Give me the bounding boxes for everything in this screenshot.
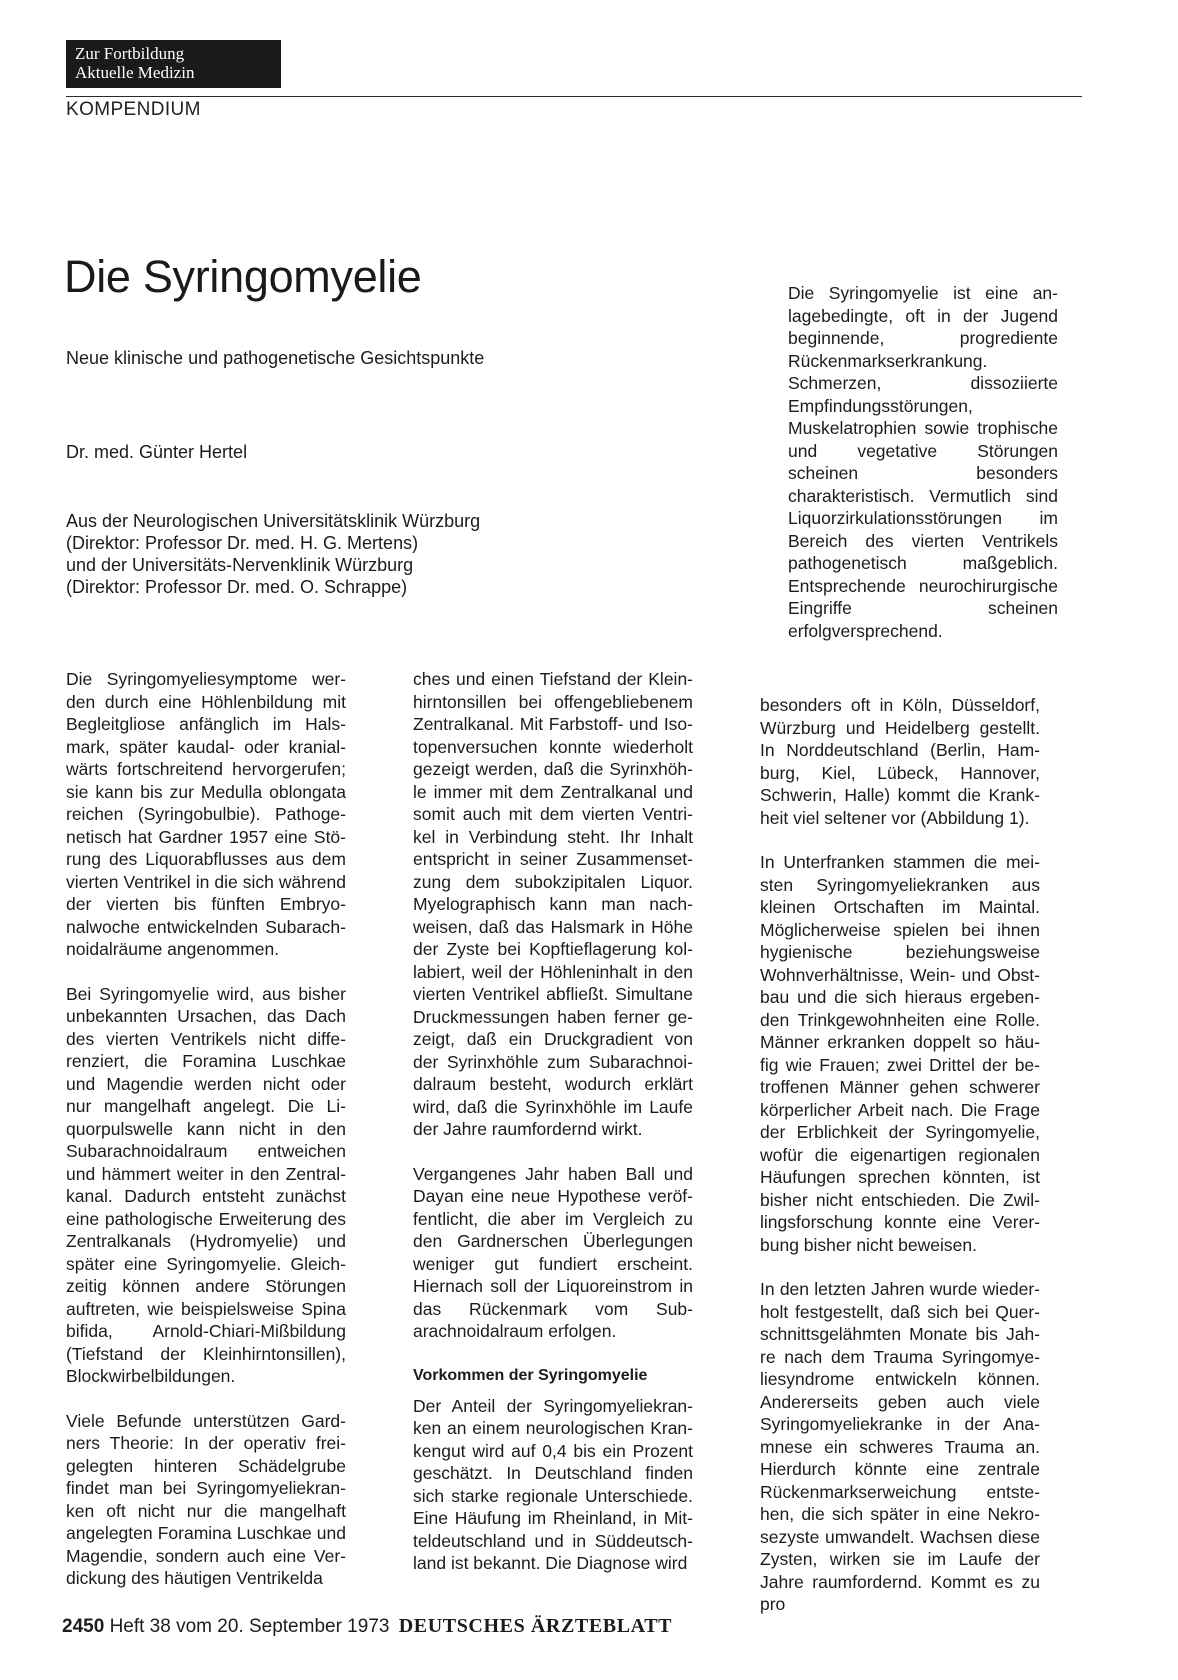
- article-subtitle: Neue klinische und pathogenetische Gesichtspunkte: [66, 348, 485, 368]
- body-paragraph: ches und einen Tiefstand der Kleinhirntonsillen bei offengebliebenem Zentralkanal. Mit Farbstoff- und Isotopenversuchen konnte wiederholt gezeigt werden, daß die Syrinxhöhle immer mit dem Zentralkanal und somit auch mit dem vierten Ventrikel in Verbindung steht. Ihr Inhalt entspricht in seiner Zusammensetzung dem subokzipitalen Liquor. Myelographisch kann man nachweisen, daß das Halsmark in Höhe der Zyste bei Kopftieflagerung kollabiert, weil der Höhleninhalt in den vierten Ventrikel abfließt. Simultane Druckmessungen haben ferner gezeigt, daß ein Druckgradient von der Syrinxhöhle zum Subarachnoidalraum besteht, wodurch erklärt wird, daß die Syrinxhöhle im Laufe der Jahre raumfordernd wirkt.: [413, 669, 693, 1139]
- section-name: KOMPENDIUM: [66, 99, 201, 120]
- body-paragraph: Bei Syringomyelie wird, aus bisher unbekannten Ursachen, das Dach des vierten Ventrikels nicht differenziert, die Foramina Luschkae und Magendie werden nicht oder nur mangelhaft angelegt. Die Liquorpulswelle kann nicht in den Subarachnoidalraum entweichen und hämmert weiter in den Zentralkanal. Dadurch entsteht zunächst eine pathologische Erweiterung des Zentralkanals (Hydromyelie) und später eine Syringomyelie. Gleichzeitig können andere Störungen auftreten, wie beispielsweise Spina bifida, Arnold-Chiari-Mißbildung (Tiefstand der Kleinhirntonsillen), Blockwirbelbildungen.: [66, 983, 346, 1386]
- section-label-box: [66, 40, 281, 88]
- body-column-2: [413, 668, 693, 1597]
- body-paragraph: Viele Befunde unterstützen Gardners Theorie: In der operativ freigelegten hinteren Schädelgrube findet man bei Syringomyeliekranken oft nicht nur die mangelhaft angelegten Foramina Luschkae und Magendie, sondern auch eine Verdickung des häutigen Ventrikelda: [66, 1410, 346, 1588]
- body-paragraph: besonders oft in Köln, Düsseldorf, Würzburg und Heidelberg gestellt. In Norddeutschland (Berlin, Hamburg, Kiel, Lübeck, Hannover, Schwerin, Halle) kommt die Krankheit viel seltener vor (Abbildung 1).: [760, 695, 1040, 828]
- article-abstract: Die Syringomyelie ist eine anlagebedingte, oft in der Jugend beginnende, progrediente Rückenmarkserkrankung. Schmerzen, dissoziierte Empfindungsstörungen, Muskelatrophien sowie trophische und vegetative Störungen scheinen besonders charakteristisch. Vermutlich sind Liquorzirkulationsstörungen im Bereich des vierten Ventrikels pathogenetisch maßgeblich. Entsprechende neurochirurgische Eingriffe scheinen erfolgversprechend.: [788, 283, 1058, 641]
- label-line-1: Zur Fortbildung: [75, 44, 185, 63]
- affiliation-line: Aus der Neurologischen Universitätsklinik Würzburg: [66, 511, 481, 531]
- body-paragraph: Vergangenes Jahr haben Ball und Dayan eine neue Hypothese veröffentlicht, die aber im Vergleich zu den Gardnerschen Überlegungen weniger gut fundiert erscheint. Hiernach soll der Liquoreinstrom in das Rückenmark vom Subarachnoidalraum erfolgen.: [413, 1163, 693, 1341]
- article-title: Die Syringomyelie: [64, 251, 422, 302]
- issue-info: Heft 38 vom 20. September 1973: [109, 1616, 390, 1637]
- page-number: 2450: [62, 1616, 105, 1637]
- affiliation-line: (Direktor: Professor Dr. med. H. G. Mertens): [66, 533, 419, 553]
- section-heading: Vorkommen der Syringomyelie: [413, 1366, 648, 1384]
- body-paragraph: Der Anteil der Syringomyeliekranken an einem neurologischen Krankengut wird auf 0,4 bis ein Prozent geschätzt. In Deutschland finden sich starke regionale Unterschiede. Eine Häufung im Rheinland, in Mitteldeutschland und in Süddeutschland ist bekannt. Die Diagnose wird: [413, 1395, 693, 1573]
- body-paragraph: Die Syringomyeliesymptome werden durch eine Höhlenbildung mit Begleitgliose anfänglich im Halsmark, später kaudal- oder kranialwärts fortschreitend hervorgerufen; sie kann bis zur Medulla oblongata reichen (Syringobulbie). Pathogenetisch hat Gardner 1957 eine Störung des Liquorabflusses aus dem vierten Ventrikel in die sich während der vierten bis fünften Embryonalwoche entwickelnden Subarachnoidalräume angenommen.: [66, 669, 346, 959]
- label-line-2: Aktuelle Medizin: [75, 63, 195, 82]
- journal-name: DEUTSCHES ÄRZTEBLATT: [398, 1615, 673, 1637]
- article-author: Dr. med. Günter Hertel: [66, 442, 248, 462]
- page-footer: [62, 1615, 672, 1638]
- body-column-3: [760, 694, 1040, 1638]
- body-paragraph: In Unterfranken stammen die meisten Syringomyeliekranken aus kleinen Ortschaften im Maintal. Möglicherweise spielen bei ihnen hygienische beziehungsweise Wohnverhältnisse, Wein- und Obstbau und die sich hieraus ergebenden Trinkgewohnheiten eine Rolle. Männer erkranken doppelt so häufig wie Frauen; zwei Drittel der betroffenen Männer gehen schwerer körperlicher Arbeit nach. Die Frage der Erblichkeit der Syringomyelie, wofür die eigenartigen regionalen Häufungen sprechen könnten, ist bisher nicht entschieden. Die Zwillingsforschung konnte eine Vererbung bisher nicht beweisen.: [760, 852, 1040, 1255]
- header-rule: [66, 96, 1082, 97]
- body-paragraph: In den letzten Jahren wurde wiederholt festgestellt, daß sich bei Querschnittsgelähmten Monate bis Jahre nach dem Trauma Syringomyeliesyndrome entwickeln können. Andererseits geben auch viele Syringomyeliekranke in der Anamnese ein schweres Trauma an. Hierdurch könnte eine zentrale Rückenmarkserweichung entstehen, die sich später in eine Nekrosezyste umwandelt. Wachsen diese Zysten, wirken sie im Laufe der Jahre raumfordernd. Kommt es zu pro: [760, 1279, 1040, 1614]
- affiliation-line: und der Universitäts-Nervenklinik Würzburg: [66, 555, 414, 575]
- author-affiliation: [66, 510, 586, 598]
- affiliation-line: (Direktor: Professor Dr. med. O. Schrappe): [66, 577, 408, 597]
- body-column-1: [66, 668, 346, 1612]
